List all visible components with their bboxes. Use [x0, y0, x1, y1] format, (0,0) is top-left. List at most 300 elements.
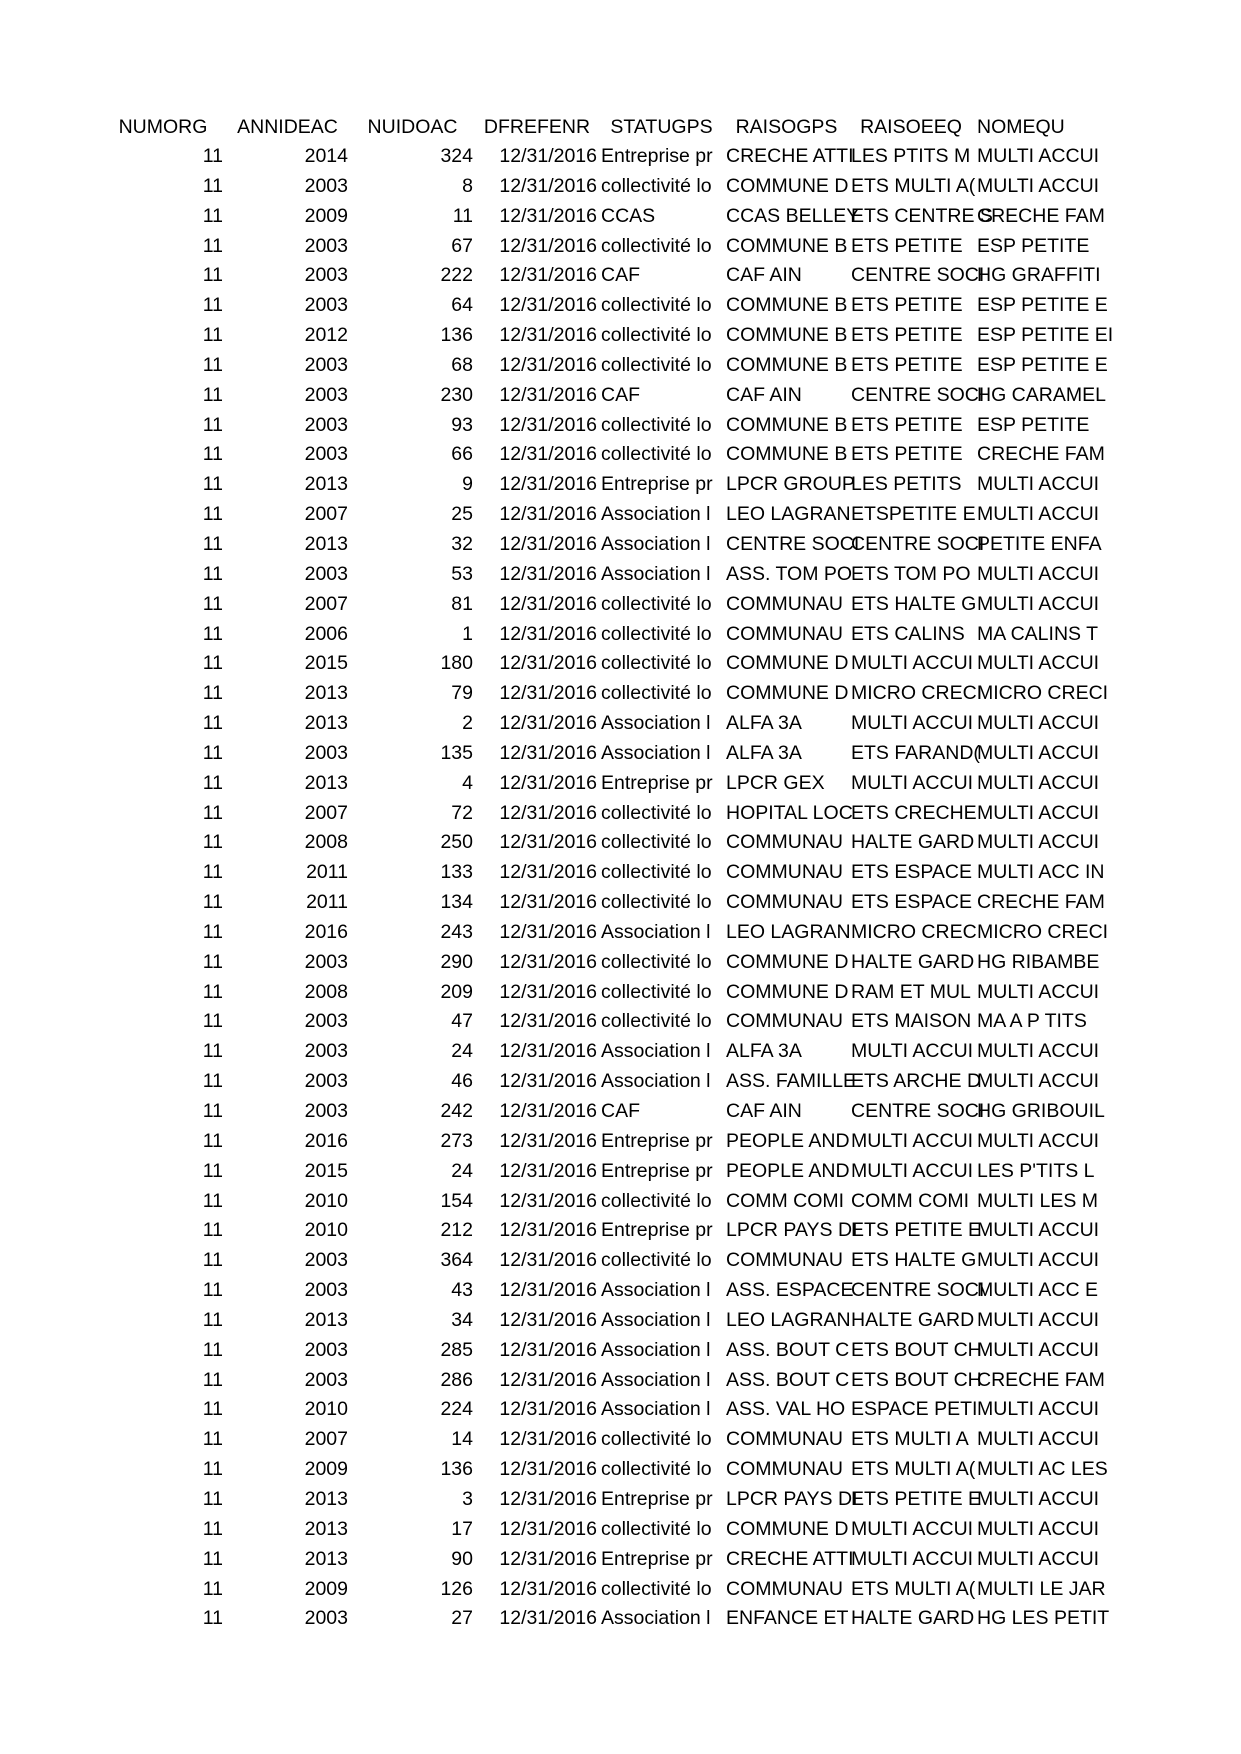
- cell-nuidoac: 136: [440, 1458, 473, 1481]
- cell-numorg: 11: [202, 383, 223, 406]
- cell-raisogps: ASS. ESPACE: [726, 1279, 854, 1302]
- cell-raisogps: CAF AIN: [726, 383, 802, 406]
- cell-nuidoac: 324: [440, 145, 473, 167]
- cell-annideac: 2006: [304, 622, 348, 645]
- cell-dfrefenr: 12/31/2016: [499, 174, 597, 197]
- cell-raisoeeq: MULTI ACCUI: [851, 1040, 974, 1063]
- cell-raisogps: COMMUNAU: [726, 1428, 843, 1451]
- cell-raisogps: COMMUNE D: [726, 174, 849, 197]
- table-row: [101, 440, 1099, 470]
- cell-nomequ: ESP PETITE EI: [977, 324, 1114, 347]
- cell-raisoeeq: LES PETITS: [851, 473, 962, 496]
- cell-numorg: 11: [202, 294, 223, 317]
- cell-raisoeeq: RAM ET MUL: [851, 980, 971, 1003]
- cell-raisogps: LEO LAGRAN: [726, 1308, 851, 1331]
- cell-nuidoac: 209: [440, 980, 473, 1003]
- cell-dfrefenr: 12/31/2016: [499, 622, 597, 645]
- cell-raisoeeq: LES PTITS M: [851, 145, 971, 167]
- cell-nuidoac: 290: [440, 950, 473, 973]
- cell-dfrefenr: 12/31/2016: [499, 1338, 597, 1361]
- table-row: [101, 709, 1099, 739]
- cell-numorg: 11: [202, 1368, 223, 1391]
- cell-raisogps: LPCR GROUP: [726, 473, 855, 496]
- table-row: [101, 1604, 1099, 1634]
- cell-dfrefenr: 12/31/2016: [499, 443, 597, 466]
- cell-nuidoac: 32: [451, 532, 473, 555]
- cell-raisoeeq: ETS PETITE E: [851, 1219, 982, 1242]
- cell-nomequ: LES P'TITS L: [977, 1159, 1095, 1182]
- cell-raisoeeq: ETS PETITE: [851, 324, 963, 347]
- cell-dfrefenr: 12/31/2016: [499, 1100, 597, 1122]
- cell-dfrefenr: 12/31/2016: [499, 1189, 597, 1212]
- cell-annideac: 2013: [304, 473, 348, 496]
- cell-annideac: 2015: [304, 1159, 348, 1182]
- cell-annideac: 2003: [304, 1249, 348, 1272]
- cell-raisoeeq: MICRO CRECI: [851, 682, 983, 705]
- cell-dfrefenr: 12/31/2016: [499, 980, 597, 1003]
- cell-raisoeeq: CENTRE SOCI: [851, 532, 985, 555]
- cell-nomequ: MULTI ACCUI: [977, 1338, 1100, 1361]
- table-row: [101, 1455, 1099, 1485]
- cell-nuidoac: 4: [462, 771, 473, 794]
- cell-annideac: 2013: [304, 682, 348, 705]
- cell-nuidoac: 11: [452, 204, 473, 227]
- cell-statugps: CAF: [601, 1100, 640, 1122]
- table-row: [101, 1037, 1099, 1067]
- cell-annideac: 2013: [304, 712, 348, 735]
- cell-numorg: 11: [202, 532, 223, 555]
- cell-nuidoac: 134: [440, 891, 473, 914]
- table-row: [101, 1067, 1099, 1097]
- cell-statugps: collectivité lo: [601, 1577, 712, 1600]
- cell-annideac: 2016: [304, 1129, 348, 1152]
- cell-dfrefenr: 12/31/2016: [499, 473, 597, 496]
- cell-annideac: 2008: [304, 831, 348, 854]
- cell-annideac: 2003: [304, 264, 348, 287]
- cell-numorg: 11: [202, 174, 223, 197]
- cell-raisogps: COMMUNE D: [726, 950, 849, 973]
- cell-raisoeeq: ETS BOUT CH: [851, 1338, 982, 1361]
- cell-nuidoac: 364: [440, 1249, 473, 1272]
- cell-numorg: 11: [202, 592, 223, 615]
- cell-numorg: 11: [202, 1100, 223, 1122]
- cell-numorg: 11: [202, 234, 223, 257]
- table-row: [101, 1276, 1099, 1306]
- cell-numorg: 11: [202, 652, 223, 675]
- cell-statugps: Association l: [601, 712, 711, 735]
- cell-numorg: 11: [202, 1517, 223, 1540]
- cell-raisogps: COMMUNAU: [726, 831, 843, 854]
- cell-annideac: 2003: [304, 234, 348, 257]
- cell-annideac: 2014: [304, 145, 348, 167]
- cell-statugps: collectivité lo: [601, 861, 712, 884]
- table-row: [101, 351, 1099, 381]
- cell-raisogps: PEOPLE AND: [726, 1159, 850, 1182]
- cell-nomequ: HG GRIBOUIL: [977, 1100, 1105, 1122]
- table-row: [101, 560, 1099, 590]
- cell-nomequ: MULTI ACCUI: [977, 1040, 1100, 1063]
- cell-raisoeeq: HALTE GARD: [851, 1607, 975, 1630]
- cell-statugps: collectivité lo: [601, 622, 712, 645]
- cell-numorg: 11: [202, 1189, 223, 1212]
- cell-annideac: 2010: [304, 1398, 348, 1421]
- cell-numorg: 11: [202, 1070, 223, 1093]
- cell-numorg: 11: [202, 622, 223, 645]
- cell-statugps: Association l: [601, 1279, 711, 1302]
- cell-statugps: Association l: [601, 1338, 711, 1361]
- cell-nuidoac: 79: [451, 682, 473, 705]
- cell-raisoeeq: MICRO CREC: [851, 920, 977, 943]
- cell-dfrefenr: 12/31/2016: [499, 1398, 597, 1421]
- cell-raisoeeq: ETS FARAND(: [851, 741, 980, 764]
- cell-dfrefenr: 12/31/2016: [499, 1458, 597, 1481]
- cell-statugps: Entreprise pr: [601, 473, 713, 496]
- cell-annideac: 2008: [304, 980, 348, 1003]
- table-row: [101, 202, 1099, 232]
- cell-raisoeeq: MULTI ACCUI: [851, 712, 974, 735]
- cell-annideac: 2003: [304, 1279, 348, 1302]
- cell-numorg: 11: [202, 1338, 223, 1361]
- table-row: [101, 620, 1099, 650]
- cell-annideac: 2013: [304, 532, 348, 555]
- cell-raisoeeq: ETS HALTE G: [851, 592, 977, 615]
- table-row: [101, 1425, 1099, 1455]
- cell-statugps: collectivité lo: [601, 1189, 712, 1212]
- cell-annideac: 2003: [304, 1607, 348, 1630]
- cell-statugps: Association l: [601, 920, 711, 943]
- cell-statugps: Association l: [601, 503, 711, 526]
- cell-nuidoac: 224: [440, 1398, 473, 1421]
- cell-dfrefenr: 12/31/2016: [499, 950, 597, 973]
- cell-dfrefenr: 12/31/2016: [499, 562, 597, 585]
- cell-nomequ: MULTI ACCUI: [977, 712, 1100, 735]
- cell-dfrefenr: 12/31/2016: [499, 413, 597, 436]
- cell-statugps: collectivité lo: [601, 980, 712, 1003]
- cell-raisogps: CRECHE ATTI: [726, 145, 854, 167]
- cell-nuidoac: 285: [440, 1338, 473, 1361]
- cell-numorg: 11: [202, 1159, 223, 1182]
- cell-statugps: collectivité lo: [601, 831, 712, 854]
- cell-nomequ: MULTI ACCUI: [977, 1398, 1100, 1421]
- cell-statugps: Entreprise pr: [601, 1159, 713, 1182]
- cell-annideac: 2003: [304, 741, 348, 764]
- cell-nuidoac: 27: [451, 1607, 473, 1630]
- cell-nuidoac: 25: [451, 503, 473, 526]
- cell-raisoeeq: ETS MULTI A: [851, 1428, 969, 1451]
- table-row: [101, 739, 1099, 769]
- cell-raisoeeq: HALTE GARD: [851, 1308, 975, 1331]
- cell-statugps: collectivité lo: [601, 1428, 712, 1451]
- cell-dfrefenr: 12/31/2016: [499, 891, 597, 914]
- cell-nuidoac: 72: [451, 801, 473, 824]
- cell-nomequ: MULTI ACCUI: [977, 652, 1100, 675]
- cell-numorg: 11: [202, 741, 223, 764]
- cell-raisoeeq: ETS PETITE: [851, 413, 963, 436]
- cell-raisoeeq: ESPACE PETI: [851, 1398, 978, 1421]
- cell-dfrefenr: 12/31/2016: [499, 652, 597, 675]
- table-row: [101, 679, 1099, 709]
- cell-raisoeeq: MULTI ACCUI: [851, 1517, 974, 1540]
- cell-dfrefenr: 12/31/2016: [499, 1129, 597, 1152]
- cell-nomequ: MULTI ACCUI: [977, 1249, 1100, 1272]
- cell-annideac: 2007: [304, 801, 348, 824]
- cell-nuidoac: 250: [440, 831, 473, 854]
- cell-raisogps: ASS. FAMILLE: [726, 1070, 857, 1093]
- table-row: [101, 1097, 1099, 1127]
- cell-dfrefenr: 12/31/2016: [499, 1010, 597, 1033]
- cell-dfrefenr: 12/31/2016: [499, 1487, 597, 1510]
- cell-statugps: Association l: [601, 1607, 711, 1630]
- table-row: [101, 411, 1099, 441]
- cell-nomequ: MULTI ACCUI: [977, 1308, 1100, 1331]
- cell-dfrefenr: 12/31/2016: [499, 1249, 597, 1272]
- cell-nuidoac: 53: [451, 562, 473, 585]
- table-row: [101, 828, 1099, 858]
- cell-raisoeeq: ETS PETITE: [851, 234, 963, 257]
- cell-raisoeeq: MULTI ACCUI: [851, 652, 974, 675]
- cell-raisoeeq: HALTE GARD: [851, 950, 975, 973]
- cell-dfrefenr: 12/31/2016: [499, 264, 597, 287]
- cell-nuidoac: 222: [440, 264, 473, 287]
- cell-annideac: 2003: [304, 413, 348, 436]
- cell-annideac: 2007: [304, 503, 348, 526]
- cell-numorg: 11: [202, 1129, 223, 1152]
- cell-nomequ: MULTI ACC IN: [977, 861, 1105, 884]
- cell-dfrefenr: 12/31/2016: [499, 1219, 597, 1242]
- cell-raisoeeq: MULTI ACCUI: [851, 771, 974, 794]
- cell-statugps: collectivité lo: [601, 1010, 712, 1033]
- table-row: [101, 1336, 1099, 1366]
- cell-annideac: 2003: [304, 1040, 348, 1063]
- cell-nomequ: MULTI ACCUI: [977, 1487, 1100, 1510]
- cell-numorg: 11: [202, 1308, 223, 1331]
- table-row: [101, 530, 1099, 560]
- cell-statugps: Entreprise pr: [601, 145, 713, 167]
- cell-raisoeeq: ETSPETITE E: [851, 503, 976, 526]
- cell-raisoeeq: ETS CENTRE S: [851, 204, 993, 227]
- table-row: [101, 172, 1099, 202]
- cell-raisogps: COMMUNAU: [726, 891, 843, 914]
- cell-annideac: 2003: [304, 383, 348, 406]
- cell-statugps: Entreprise pr: [601, 1219, 713, 1242]
- cell-dfrefenr: 12/31/2016: [499, 771, 597, 794]
- cell-numorg: 11: [202, 562, 223, 585]
- cell-nuidoac: 126: [440, 1577, 473, 1600]
- cell-statugps: collectivité lo: [601, 443, 712, 466]
- cell-raisoeeq: ETS PETITE: [851, 443, 963, 466]
- cell-raisogps: COMMUNAU: [726, 1577, 843, 1600]
- cell-dfrefenr: 12/31/2016: [499, 1517, 597, 1540]
- cell-raisogps: COMMUNE D: [726, 652, 849, 675]
- cell-raisoeeq: MULTI ACCUI: [851, 1547, 974, 1570]
- cell-raisoeeq: ETS MULTI A(: [851, 1458, 976, 1481]
- cell-nuidoac: 43: [451, 1279, 473, 1302]
- table-row: [101, 799, 1099, 829]
- cell-statugps: collectivité lo: [601, 950, 712, 973]
- cell-raisoeeq: ETS MULTI A(: [851, 174, 976, 197]
- cell-dfrefenr: 12/31/2016: [499, 383, 597, 406]
- cell-nuidoac: 3: [462, 1487, 473, 1510]
- cell-nomequ: MULTI ACCUI: [977, 741, 1100, 764]
- cell-numorg: 11: [202, 264, 223, 287]
- cell-dfrefenr: 12/31/2016: [499, 1577, 597, 1600]
- cell-raisoeeq: CENTRE SOCI: [851, 264, 985, 287]
- cell-nomequ: ESP PETITE E: [977, 294, 1108, 317]
- cell-statugps: Entreprise pr: [601, 1129, 713, 1152]
- cell-nomequ: MULTI ACCUI: [977, 1547, 1100, 1570]
- cell-numorg: 11: [202, 443, 223, 466]
- cell-dfrefenr: 12/31/2016: [499, 801, 597, 824]
- cell-statugps: collectivité lo: [601, 891, 712, 914]
- cell-dfrefenr: 12/31/2016: [499, 712, 597, 735]
- cell-statugps: collectivité lo: [601, 682, 712, 705]
- cell-numorg: 11: [202, 1458, 223, 1481]
- cell-numorg: 11: [202, 204, 223, 227]
- cell-nuidoac: 133: [440, 861, 473, 884]
- cell-nomequ: MULTI ACCUI: [977, 831, 1100, 854]
- cell-raisogps: ALFA 3A: [726, 1040, 802, 1063]
- cell-raisogps: CAF AIN: [726, 264, 802, 287]
- cell-nuidoac: 243: [440, 920, 473, 943]
- cell-statugps: Association l: [601, 741, 711, 764]
- cell-nomequ: MULTI ACCUI: [977, 1219, 1100, 1242]
- cell-statugps: Association l: [601, 1040, 711, 1063]
- header-row: [101, 112, 1099, 142]
- cell-nuidoac: 66: [451, 443, 473, 466]
- column-header-annideac: ANNIDEAC: [237, 116, 338, 138]
- cell-numorg: 11: [202, 413, 223, 436]
- cell-nuidoac: 47: [451, 1010, 473, 1033]
- cell-annideac: 2013: [304, 1308, 348, 1331]
- cell-dfrefenr: 12/31/2016: [499, 920, 597, 943]
- cell-raisogps: ASS. VAL HO: [726, 1398, 846, 1421]
- cell-annideac: 2011: [306, 891, 348, 914]
- table-row: [101, 142, 1099, 172]
- cell-nomequ: ESP PETITE E: [977, 353, 1108, 376]
- cell-statugps: Entreprise pr: [601, 1547, 713, 1570]
- cell-nuidoac: 81: [451, 592, 473, 615]
- cell-nomequ: MULTI ACCUI: [977, 1428, 1100, 1451]
- cell-nomequ: MULTI ACCUI: [977, 562, 1100, 585]
- cell-annideac: 2007: [304, 1428, 348, 1451]
- cell-nomequ: CRECHE FAM: [977, 443, 1105, 466]
- cell-nomequ: MULTI ACCUI: [977, 473, 1100, 496]
- cell-raisoeeq: COMM COMI: [851, 1189, 970, 1212]
- cell-annideac: 2003: [304, 1338, 348, 1361]
- cell-raisogps: ENFANCE ET: [726, 1607, 849, 1630]
- cell-raisogps: HOPITAL LOC: [726, 801, 853, 824]
- cell-raisoeeq: ETS CRECHE: [851, 801, 977, 824]
- cell-raisogps: CENTRE SOCI: [726, 532, 860, 555]
- cell-nuidoac: 90: [451, 1547, 473, 1570]
- cell-statugps: Entreprise pr: [601, 771, 713, 794]
- cell-dfrefenr: 12/31/2016: [499, 145, 597, 167]
- cell-statugps: Entreprise pr: [601, 1487, 713, 1510]
- cell-raisogps: PEOPLE AND: [726, 1129, 850, 1152]
- table-body: [101, 142, 1114, 1634]
- cell-dfrefenr: 12/31/2016: [499, 1607, 597, 1630]
- cell-dfrefenr: 12/31/2016: [499, 324, 597, 347]
- cell-dfrefenr: 12/31/2016: [499, 503, 597, 526]
- cell-statugps: collectivité lo: [601, 1249, 712, 1272]
- cell-statugps: collectivité lo: [601, 1517, 712, 1540]
- cell-nomequ: CRECHE FAM: [977, 204, 1105, 227]
- cell-raisogps: LPCR PAYS DI: [726, 1219, 858, 1242]
- cell-raisogps: ALFA 3A: [726, 712, 802, 735]
- table-row: [101, 649, 1099, 679]
- cell-nomequ: HG LES PETIT: [977, 1607, 1110, 1630]
- cell-nuidoac: 135: [440, 741, 473, 764]
- cell-raisogps: COMM COMI: [726, 1189, 845, 1212]
- cell-dfrefenr: 12/31/2016: [499, 1159, 597, 1182]
- cell-dfrefenr: 12/31/2016: [499, 831, 597, 854]
- cell-annideac: 2010: [304, 1189, 348, 1212]
- cell-raisogps: CRECHE ATTI: [726, 1547, 854, 1570]
- cell-numorg: 11: [202, 1607, 223, 1630]
- cell-raisogps: ALFA 3A: [726, 741, 802, 764]
- table-row: [101, 1575, 1099, 1605]
- cell-numorg: 11: [202, 712, 223, 735]
- cell-nuidoac: 1: [462, 622, 473, 645]
- cell-dfrefenr: 12/31/2016: [499, 532, 597, 555]
- table-row: [101, 381, 1099, 411]
- cell-dfrefenr: 12/31/2016: [499, 234, 597, 257]
- cell-numorg: 11: [202, 353, 223, 376]
- cell-nuidoac: 68: [451, 353, 473, 376]
- cell-numorg: 11: [202, 1398, 223, 1421]
- cell-statugps: collectivité lo: [601, 413, 712, 436]
- cell-nomequ: MA A P TITS: [977, 1010, 1087, 1033]
- cell-raisogps: COMMUNAU: [726, 861, 843, 884]
- cell-nomequ: MULTI LES M: [977, 1189, 1098, 1212]
- cell-numorg: 11: [202, 980, 223, 1003]
- table-row: [101, 1485, 1099, 1515]
- table-row: [101, 500, 1099, 530]
- cell-annideac: 2003: [304, 353, 348, 376]
- cell-raisoeeq: ETS CALINS: [851, 622, 965, 645]
- cell-raisogps: ASS. BOUT C: [726, 1338, 850, 1361]
- cell-annideac: 2003: [304, 1368, 348, 1391]
- cell-nuidoac: 212: [440, 1219, 473, 1242]
- cell-raisoeeq: ETS ARCHE D: [851, 1070, 982, 1093]
- cell-annideac: 2013: [304, 1547, 348, 1570]
- cell-nomequ: HG CARAMEL: [977, 383, 1106, 406]
- cell-numorg: 11: [202, 473, 223, 496]
- cell-numorg: 11: [202, 1547, 223, 1570]
- table-row: [101, 948, 1099, 978]
- cell-raisogps: COMMUNE D: [726, 980, 849, 1003]
- cell-statugps: Association l: [601, 562, 711, 585]
- cell-annideac: 2009: [304, 1458, 348, 1481]
- cell-nomequ: ESP PETITE: [977, 234, 1090, 257]
- table-row: [101, 261, 1099, 291]
- cell-raisoeeq: CENTRE SOCI: [851, 383, 985, 406]
- cell-nomequ: MULTI ACCUI: [977, 592, 1100, 615]
- cell-raisogps: LEO LAGRAN: [726, 503, 851, 526]
- cell-statugps: collectivité lo: [601, 592, 712, 615]
- cell-annideac: 2013: [304, 1517, 348, 1540]
- cell-nomequ: MICRO CRECI: [977, 682, 1109, 705]
- cell-raisoeeq: HALTE GARD: [851, 831, 975, 854]
- cell-annideac: 2003: [304, 443, 348, 466]
- table-row: [101, 1366, 1099, 1396]
- cell-nuidoac: 8: [462, 174, 473, 197]
- cell-nomequ: MULTI ACCUI: [977, 145, 1100, 167]
- cell-nuidoac: 67: [451, 234, 473, 257]
- cell-nomequ: MULTI ACCUI: [977, 801, 1100, 824]
- cell-raisogps: COMMUNAU: [726, 592, 843, 615]
- cell-annideac: 2011: [306, 861, 348, 884]
